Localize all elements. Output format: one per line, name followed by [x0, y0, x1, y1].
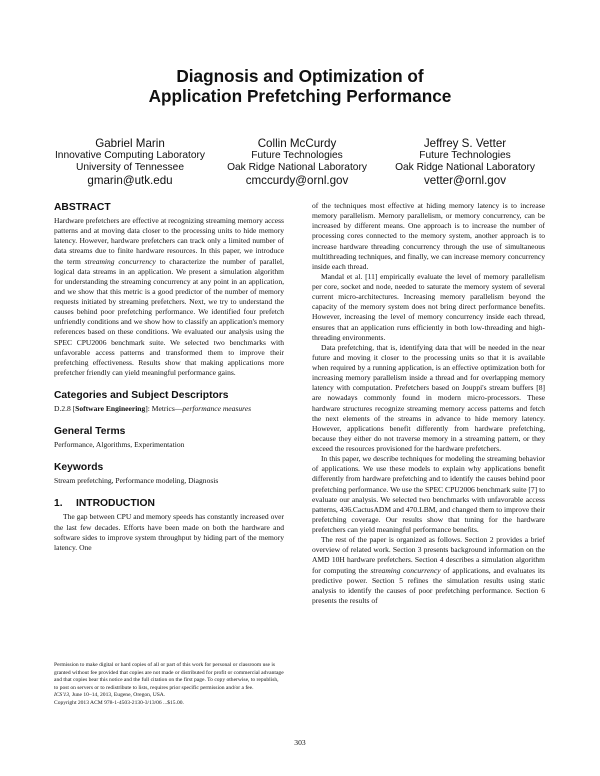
intro-paragraph: The gap between CPU and memory speeds has constantly increased over the last few decades. Efforts have been made on both the hardware and software sides to improve system throughput by hiding part of the memory latency. One — [54, 512, 284, 552]
general-terms-heading: General Terms — [54, 426, 126, 438]
body-paragraph: Data prefetching, that is, identifying data that will be needed in the near future and moving it closer to the processing units so that it is available when required by a running application, is an effective optimization both for increasing memory parallelism inside a thread and for overlapping memory latency with computation. Prefetchers based on Jouppi's stream buffers [8] are nowadays commonly found in modern micro-processors. These hardware structures recognize streaming memory access patterns and fetch the next elements of the streams in advance to hide memory latency. However, applications benefit differently from hardware prefetching, because they either do not traverse memory in a streaming pattern, or they exceed the resources provisioned for the hardware prefetchers. — [312, 342, 545, 453]
abstract-text: Hardware prefetchers are effective at recognizing streaming memory access patterns and at moving data closer to the processing units to hide memory latency. However, hardware prefetchers can track only a limited number of data streams due to finite hardware resources. In this paper, we introduce the term streaming concurrency to characterize the number of parallel, logical data streams in an application. We present a simulation algorithm for understanding the streaming concurrency at any point in an application, and we show that this metric is a good predictor of the number of memory requests initiated by streaming prefetchers. Next, we try to understand the causes behind poor prefetching performance. We identified four prefetch unfriendly conditions and we show how to classify an application's memory references based on these conditions. We evaluated our analysis using the SPEC CPU2006 benchmark suite. We selected two benchmarks with unfavorable access patterns and transformed them to improve their prefetching effectiveness. Results show that making applications more prefetcher friendly can yield meaningful performance gains. — [54, 216, 284, 377]
author-institution: Oak Ridge National Laboratory — [227, 162, 367, 173]
body-paragraph: In this paper, we describe techniques for modeling the streaming behavior of applications. We use these models to explain why applications benefit differently from hardware prefetching and to identify the causes behind poor prefetching performance. We use the SPEC CPU2006 benchmark suite [7] to evaluate our analysis. We selected two benchmarks with unfavorable access patterns, 436.CactusADM and 470.LBM, and changed them to improve their prefetching coverage. Our results show that tuning for the hardware prefetchers can yield meaningful performance benefits. — [312, 454, 545, 534]
paper-title — [0, 66, 600, 106]
author-institution: University of Tennessee — [76, 162, 184, 173]
author-block — [380, 137, 550, 188]
title-line-2: Application Prefetching Performance — [148, 86, 452, 106]
general-terms-text: Performance, Algorithms, Experimentation — [54, 440, 185, 450]
categories-text: D.2.8 [Software Engineering]: Metrics—performance measures — [54, 404, 252, 413]
author-affiliation: Innovative Computing Laboratory — [54, 150, 206, 161]
body-paragraph: The rest of the paper is organized as follows. Section 2 provides a brief overview of related work. Section 3 presents background information on the AMD 10H hardware prefetchers. Section 4 describes a simulation algorithm for computing the streaming concurrency of applications, and evaluates its predictive power. Section 5 refines the simulation results using static analysis to identify the causes of poor prefetching performance. Section 6 presents the results of — [312, 535, 545, 605]
author-name: Collin McCurdy — [257, 137, 337, 150]
body-paragraph: of the techniques most effective at hiding memory latency is to increase memory parallelism. Memory parallelism, or memory concurrency, can be increased by different means. One approach is to increase the number of processing cores connected to the memory system, another approach is to increase hardware threading concurrency through the use of simultaneous multithreading techniques, and finally, we can increase memory concurrency inside each thread. — [312, 201, 545, 271]
title-line-1: Diagnosis and Optimization of — [176, 66, 424, 86]
author-block — [215, 137, 379, 188]
abstract-emphasis: streaming concurrency — [84, 256, 156, 266]
keywords-text: Stream prefetching, Performance modeling, Diagnosis — [54, 476, 219, 486]
introduction-heading — [54, 497, 284, 510]
section-number: 1. — [54, 498, 63, 510]
venue-line: ICS'13, June 10–14, 2013, Eugene, Oregon, USA. — [54, 692, 166, 698]
author-email: gmarin@utk.edu — [87, 174, 173, 187]
categories-heading: Categories and Subject Descriptors — [54, 390, 229, 401]
copyright-line: Copyright 2013 ACM 978-1-4503-2130-3/13/06 ...$15.00. — [54, 699, 184, 706]
abstract-heading: ABSTRACT — [54, 202, 111, 213]
left-column — [54, 201, 284, 553]
author-email: cmccurdy@ornl.gov — [245, 174, 349, 187]
permission-footnote — [54, 662, 284, 707]
author-email: vetter@ornl.gov — [423, 174, 506, 187]
right-column — [312, 201, 545, 606]
permission-text: Permission to make digital or hard copies of all or part of this work for personal or classroom use is granted without fee provided that copies are not made or distributed for profit or commercial advantage and that copies bear this notice and the full citation on the first page. To copy otherwise, to republish, to post on servers or to redistribute to lists, requires prior specific permission and/or a fee. — [54, 662, 284, 691]
author-block — [50, 137, 210, 188]
page-number: 303 — [294, 738, 306, 747]
author-affiliation: Future Technologies — [419, 150, 511, 161]
section-title: INTRODUCTION — [76, 498, 155, 510]
author-name: Gabriel Marin — [95, 137, 165, 150]
keywords-heading: Keywords — [54, 462, 104, 474]
author-institution: Oak Ridge National Laboratory — [395, 162, 535, 173]
body-paragraph: Mandal et al. [11] empirically evaluate the level of memory parallelism per core, socket and node, needed to saturate the memory system of several current micro-architectures. Increasing memory parallelism beyond the capacity of the memory system does not bring direct performance benefits. However, increasing the level of memory concurrency inside each thread, ensures that an application runs efficiently in both low-threading and high-threading environments. — [312, 271, 545, 342]
author-affiliation: Future Technologies — [251, 150, 343, 161]
author-name: Jeffrey S. Vetter — [423, 137, 507, 150]
